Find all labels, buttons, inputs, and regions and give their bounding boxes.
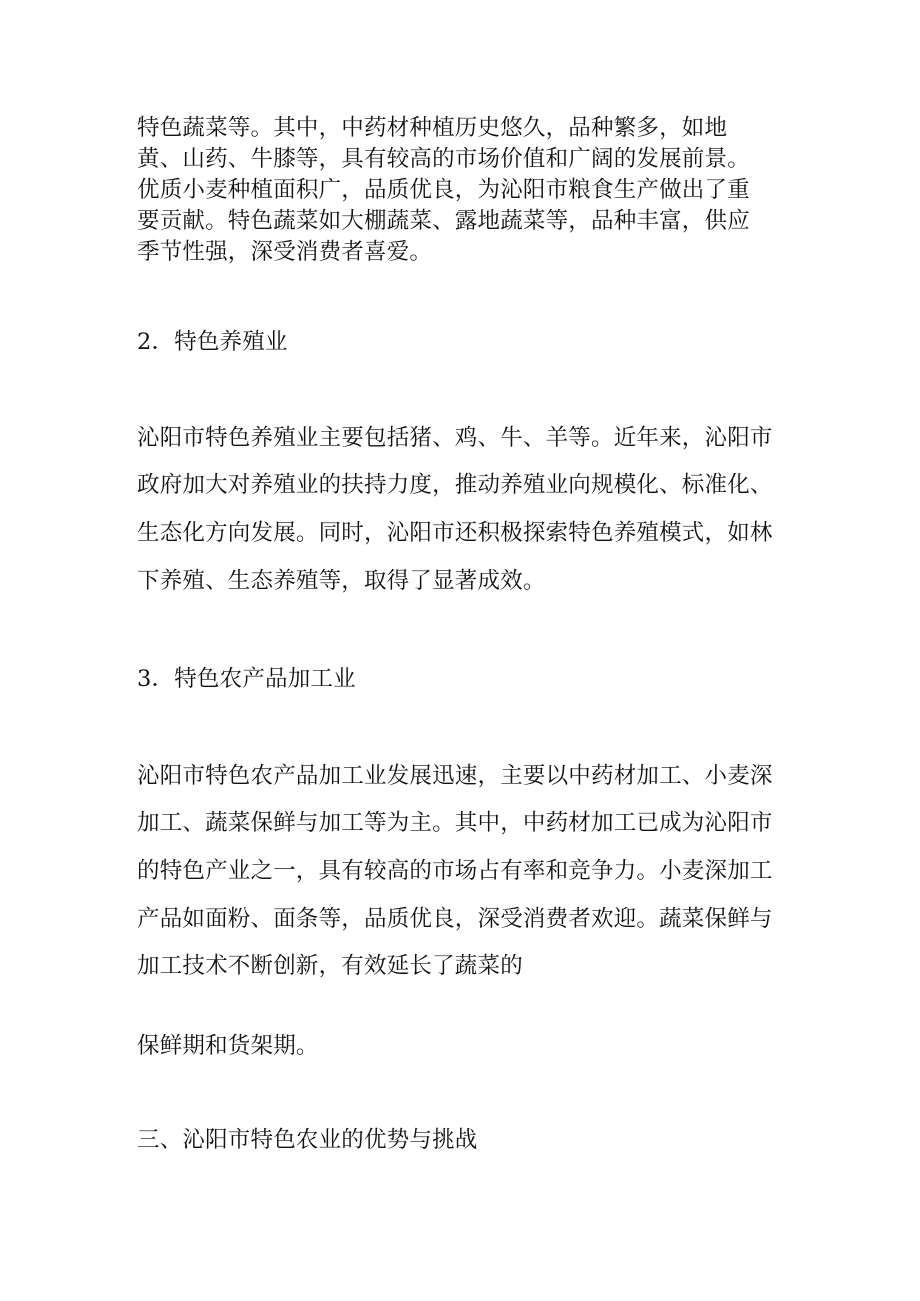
paragraph-1-line-5: 季节性强，深受消费者喜爱。	[137, 239, 433, 265]
paragraph-1-line-4: 要贡献。特色蔬菜如大棚蔬菜、露地蔬菜等，品种丰富，供应	[137, 208, 750, 234]
subheading-specialty-breeding: 2．特色养殖业	[137, 329, 288, 355]
paragraph-2-line-2: 政府加大对养殖业的扶持力度，推动养殖业向规模化、标准化、	[137, 472, 773, 498]
section-heading-advantages-challenges: 三、沁阳市特色农业的优势与挑战	[137, 1127, 478, 1153]
paragraph-2-line-1: 沁阳市特色养殖业主要包括猪、鸡、牛、羊等。近年来，沁阳市	[137, 425, 773, 451]
paragraph-3-line-4: 产品如面粉、面条等，品质优良，深受消费者欢迎。蔬菜保鲜与	[137, 906, 773, 932]
paragraph-3-tail: 保鲜期和货架期。	[137, 1033, 319, 1059]
paragraph-3-line-5: 加工技术不断创新，有效延长了蔬菜的	[137, 953, 523, 979]
paragraph-1-line-1: 特色蔬菜等。其中，中药材种植历史悠久，品种繁多，如地	[137, 115, 728, 141]
subheading-agri-processing: 3．特色农产品加工业	[137, 666, 356, 692]
paragraph-3-line-1: 沁阳市特色农产品加工业发展迅速，主要以中药材加工、小麦深	[137, 763, 773, 789]
paragraph-3-line-3: 的特色产业之一，具有较高的市场占有率和竞争力。小麦深加工	[137, 858, 773, 884]
paragraph-2-line-4: 下养殖、生态养殖等，取得了显著成效。	[137, 568, 546, 594]
paragraph-2-line-3: 生态化方向发展。同时，沁阳市还积极探索特色养殖模式，如林	[137, 520, 773, 546]
paragraph-1-line-3: 优质小麦种植面积广，品质优良，为沁阳市粮食生产做出了重	[137, 177, 750, 203]
paragraph-1-line-2: 黄、山药、牛膝等，具有较高的市场价值和广阔的发展前景。	[137, 146, 750, 172]
paragraph-3-line-2: 加工、蔬菜保鲜与加工等为主。其中，中药材加工已成为沁阳市	[137, 810, 773, 836]
